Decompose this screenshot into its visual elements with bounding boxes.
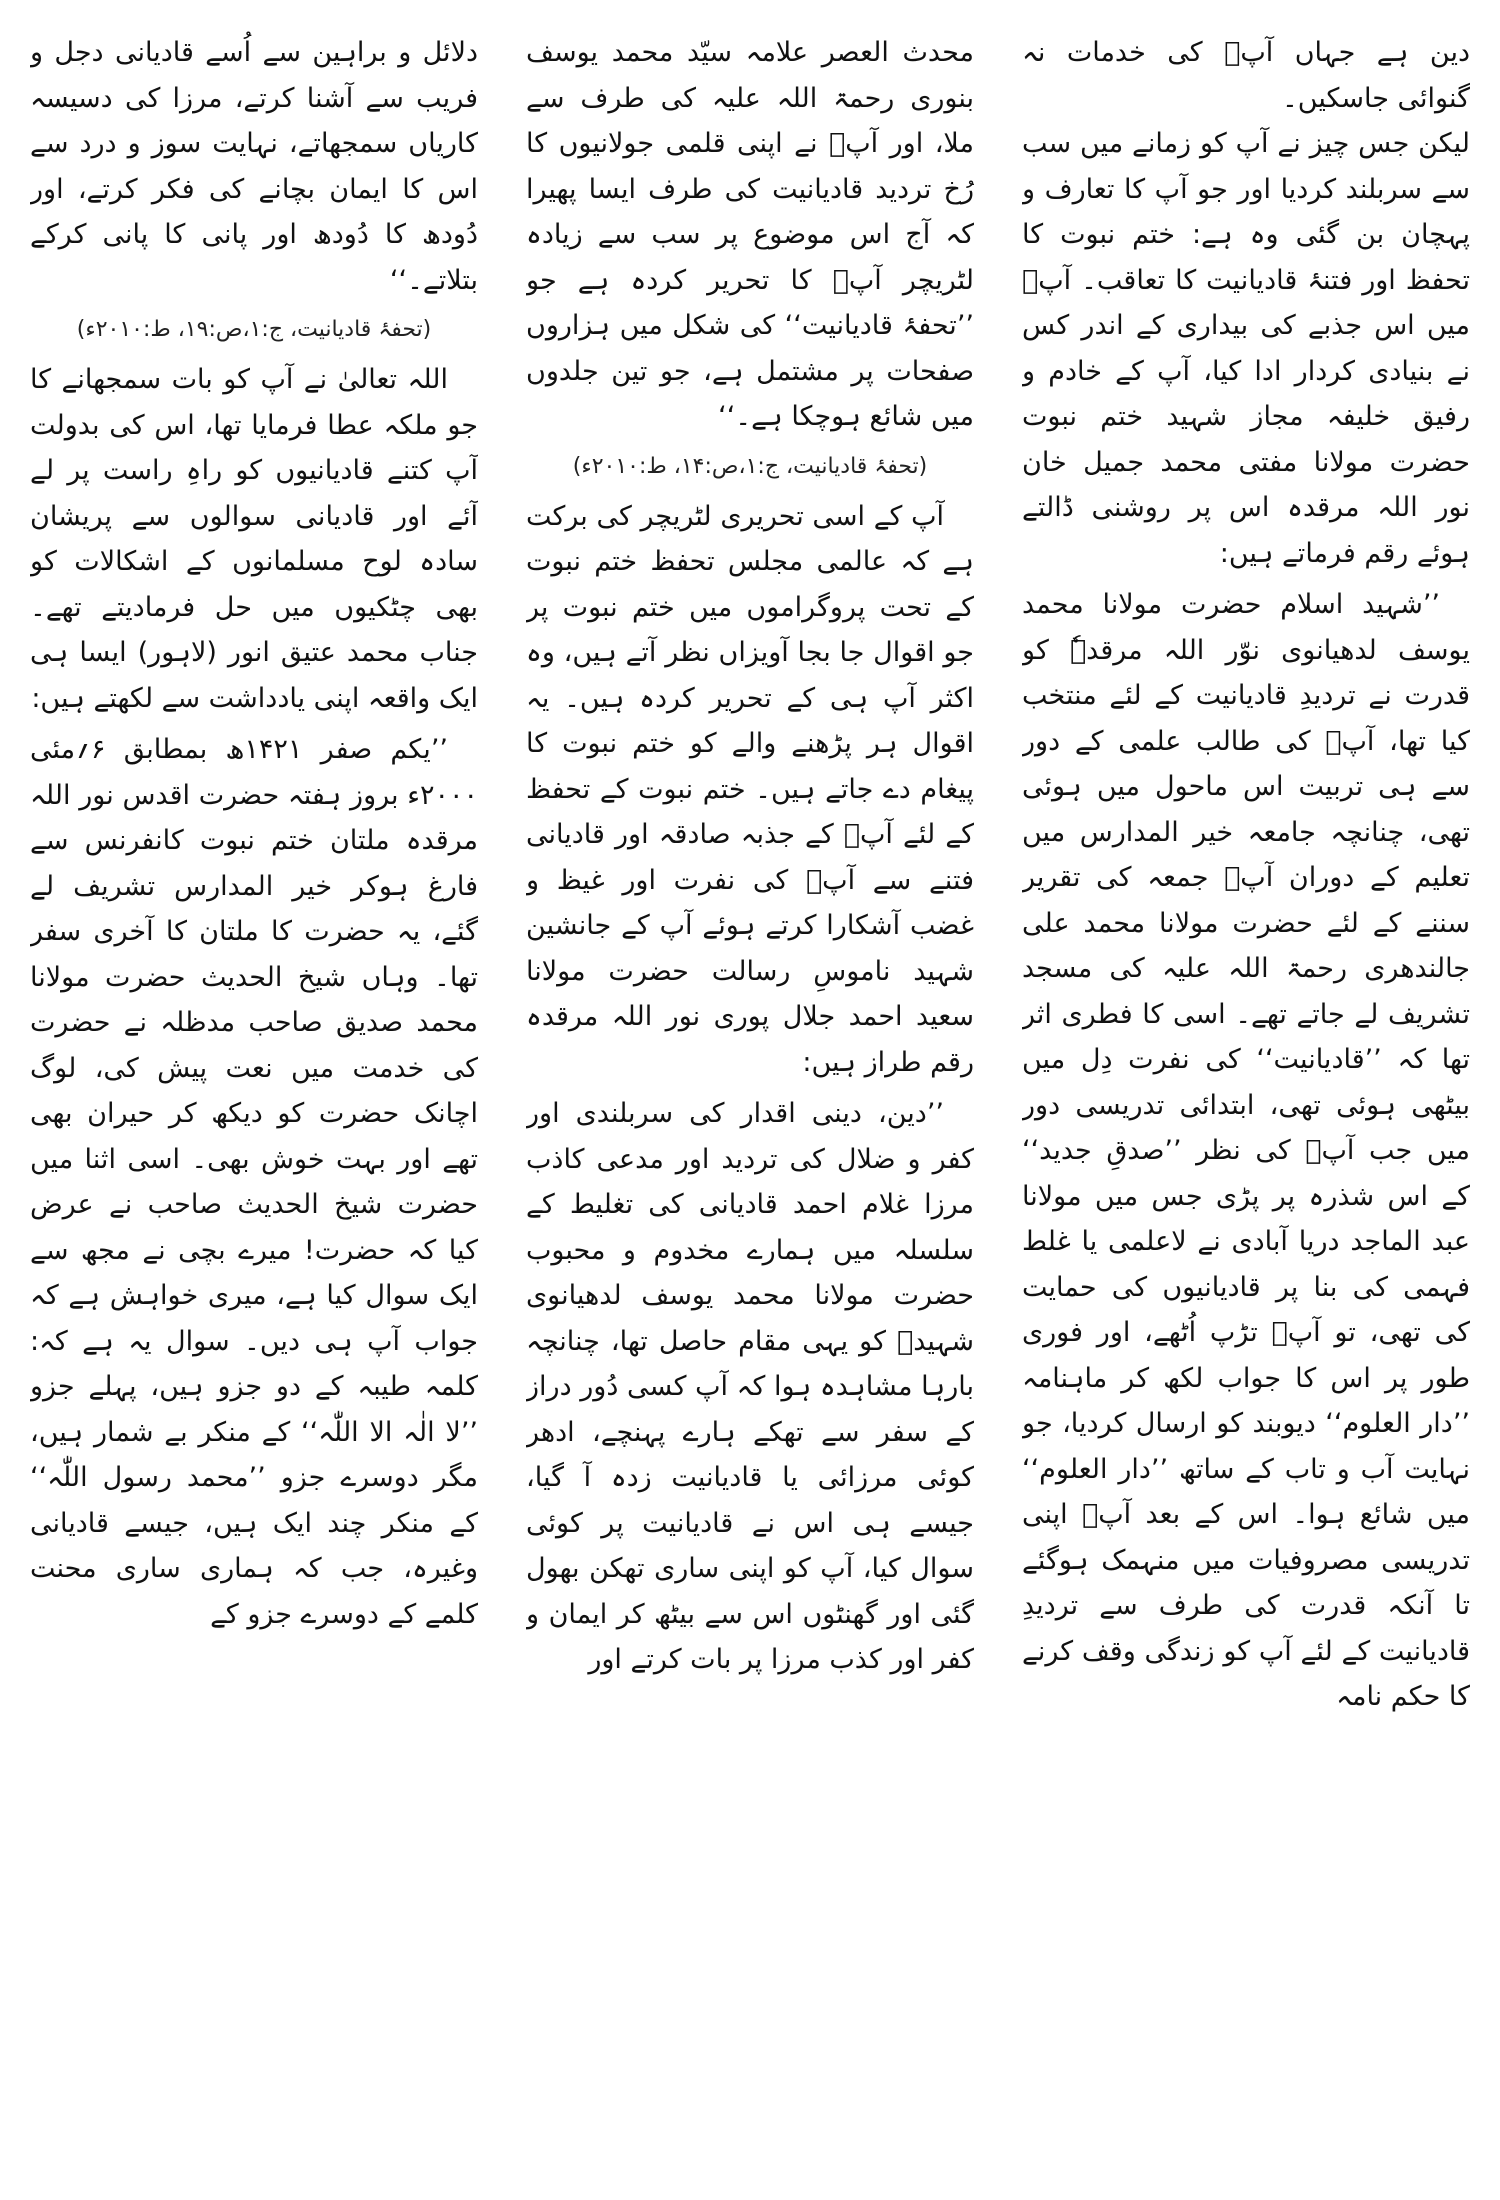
text-column-left [30,30,478,2180]
paragraph: دلائل و براہین سے اُسے قادیانی دجل و فریب سے آشنا کرتے، مرزا کی دسیسہ کاریاں سمجھاتے، نہایت سوز و درد سے اس کا ایمان بچانے کی فکر کرتے، اور دُودھ کا دُودھ اور پانی کا پانی کرکے بتلاتے۔‘‘ [30,37,478,296]
quote-paragraph: ’’یکم صفر ۱۴۲۱ھ بمطابق ۶؍مئی ۲۰۰۰ء بروز ہفتہ حضرت اقدس نور اللہ مرقدہ ملتان ختم نبوت کانفرنس سے فارغ ہوکر خیر المدارس تشریف لے گئے، یہ حضرت کا ملتان کا آخری سفر تھا۔ وہاں شیخ الحدیث حضرت مولانا محمد صدیق صاحب مدظلہ نے حضرت کی خدمت میں نعت پیش کی، لوگ اچانک حضرت کو دیکھ کر حیران بھی تھے اور بہت خوش بھی۔ اسی اثنا میں حضرت شیخ الحدیث صاحب نے عرض کیا کہ حضرت! میرے بچی نے مجھ سے ایک سوال کیا ہے، میری خواہش ہے کہ جواب آپ ہی دیں۔ سوال یہ ہے کہ: کلمہ طیبہ کے دو جزو ہیں، پہلے جزو ’’لا الٰہ الا اللّٰہ‘‘ کے منکر بے شمار ہیں، مگر دوسرے جزو ’’محمد رسول اللّٰہ‘‘ کے منکر چند ایک ہیں، جیسے قادیانی وغیرہ، جب کہ ہماری ساری محنت کلمے کے دوسرے جزو کے [30,734,478,1630]
paragraph: آپ کے اسی تحریری لٹریچر کی برکت ہے کہ عالمی مجلس تحفظ ختم نبوت کے تحت پروگراموں میں ختم نبوت پر جو اقوال جا بجا آویزاں نظر آتے ہیں، وہ اکثر آپ ہی کے تحریر کردہ ہیں۔ یہ اقوال ہر پڑھنے والے کو ختم نبوت کا پیغام دے جاتے ہیں۔ ختم نبوت کے تحفظ کے لئے آپؒ کے جذبہ صادقہ اور قادیانی فتنے سے آپؒ کی نفرت اور غیظ و غضب آشکارا کرتے ہوئے آپ کے جانشین شہید ناموسِ رسالت حضرت مولانا سعید احمد جلال پوری نور اللہ مرقدہ رقم طراز ہیں: [526,500,974,1078]
quote-paragraph: ’’دین، دینی اقدار کی سربلندی اور کفر و ضلال کی تردید اور مدعی کاذب مرزا غلام احمد قادیانی کی تغلیط کے سلسلہ میں ہمارے مخدوم و محبوب حضرت مولانا محمد یوسف لدھیانوی شہیدؒ کو یہی مقام حاصل تھا، چنانچہ بارہا مشاہدہ ہوا کہ آپ کسی دُور دراز کے سفر سے تھکے ہارے پہنچے، ادھر کوئی مرزائی یا قادیانیت زدہ آ گیا، جیسے ہی اس نے قادیانیت پر کوئی سوال کیا، آپ کو اپنی ساری تھکن بھول گئی اور گھنٹوں اس سے بیٹھ کر ایمان و کفر اور کذب مرزا پر بات کرتے اور [526,1098,974,1675]
paragraph: اللہ تعالیٰ نے آپ کو بات سمجھانے کا جو ملکہ عطا فرمایا تھا، اس کی بدولت آپ کتنے قادیانیوں کو راہِ راست پر لے آئے اور قادیانی سوالوں سے پریشان سادہ لوح مسلمانوں کے اشکالات کو بھی چٹکیوں میں حل فرمادیتے تھے۔ جناب محمد عتیق انور (لاہور) ایسا ہی ایک واقعہ اپنی یادداشت سے لکھتے ہیں: [30,364,478,714]
paragraph: دین ہے جہاں آپؒ کی خدمات نہ گنوائی جاسکیں۔ [1022,37,1470,114]
paragraph: محدث العصر علامہ سیّد محمد یوسف بنوری رحمۃ اللہ علیہ کی طرف سے ملا، اور آپؒ نے اپنی قلمی جولانیوں کا رُخ تردید قادیانیت کی طرف ایسا پھیرا کہ آج اس موضوع پر سب سے زیادہ لٹریچر آپؒ کا تحریر کردہ ہے جو ’’تحفۂ قادیانیت‘‘ کی شکل میں ہزاروں صفحات پر مشتمل ہے، جو تین جلدوں میں شائع ہوچکا ہے۔‘‘ [526,37,974,432]
paragraph: لیکن جس چیز نے آپ کو زمانے میں سب سے سربلند کردیا اور جو آپ کا تعارف و پہچان بن گئی وہ ہے: ختم نبوت کا تحفظ اور فتنۂ قادیانیت کا تعاقب۔ آپؒ میں اس جذبے کی بیداری کے اندر کس نے بنیادی کردار ادا کیا، آپ کے خادم و رفیق خلیفہ مجاز شہید ختم نبوت حضرت مولانا مفتی محمد جمیل خان نور اللہ مرقدہ اس پر روشنی ڈالتے ہوئے رقم فرماتے ہیں: [1022,128,1470,569]
citation-reference: (تحفۂ قادیانیت، ج:۱،ص:۱۴، ط:۲۰۱۰ء) [572,453,928,479]
text-column-middle [526,30,974,2180]
citation-reference: (تحفۂ قادیانیت، ج:۱،ص:۱۹، ط:۲۰۱۰ء) [76,317,432,342]
quote-paragraph: ’’شہید اسلام حضرت مولانا محمد یوسف لدھیانوی نوّر اللہ مرقدہٗ کو قدرت نے تردیدِ قادیانیت کے لئے منتخب کیا تھا، آپؒ کی طالب علمی کے دور سے ہی تربیت اس ماحول میں ہوئی تھی، چنانچہ جامعہ خیر المدارس میں تعلیم کے دوران آپؒ جمعہ کی تقریر سننے کے لئے حضرت مولانا محمد علی جالندھری رحمۃ اللہ علیہ کی مسجد تشریف لے جاتے تھے۔ اسی کا فطری اثر تھا کہ ’’قادیانیت‘‘ کی نفرت دِل میں بیٹھی ہوئی تھی، ابتدائی تدریسی دور میں جب آپؒ کی نظر ’’صدقِ جدید‘‘ کے اس شذرہ پر پڑی جس میں مولانا عبد الماجد دریا آبادی نے لاعلمی یا غلط فہمی کی بنا پر قادیانیوں کی حمایت کی تھی، تو آپؒ تڑپ اُٹھے، اور فوری طور پر اس کا جواب لکھ کر ماہنامہ ’’دار العلوم‘‘ دیوبند کو ارسال کردیا، جو نہایت آب و تاب کے ساتھ ’’دار العلوم‘‘ میں شائع ہوا۔ اس کے بعد آپؒ اپنی تدریسی مصروفیات میں منہمک ہوگئے تا آنکہ قدرت کی طرف سے تردیدِ قادیانیت کے لئے آپ کو زندگی وقف کرنے کا حکم نامہ [1022,589,1470,1712]
text-column-right [1022,30,1470,2180]
